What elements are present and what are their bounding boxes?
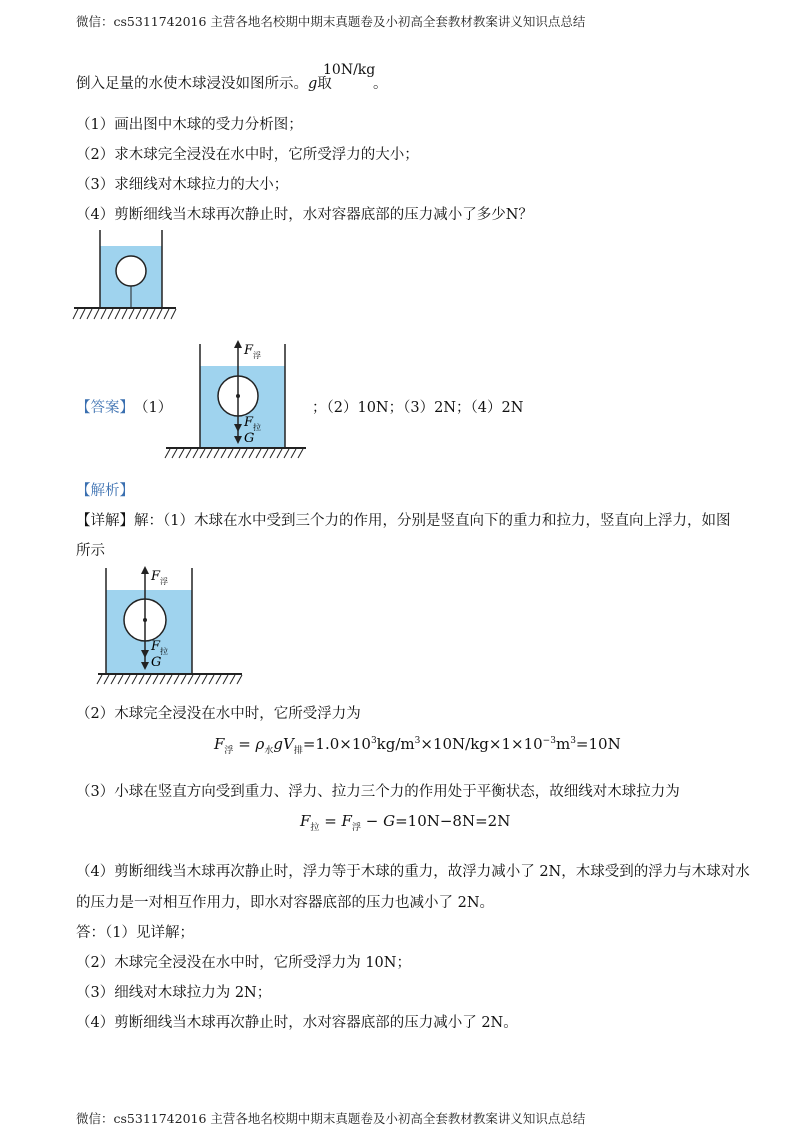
- eq1-rho-sub: 水: [264, 746, 274, 756]
- eq2-F2: F: [341, 812, 352, 830]
- label-f-float-2: F: [151, 569, 161, 584]
- intro-value: 10N/kg: [323, 62, 376, 78]
- detail-tag: 【详解】: [76, 513, 134, 529]
- final-answer-1: 答：（1）见详解；: [76, 925, 194, 941]
- intro-end: 。: [373, 76, 388, 92]
- label-g-2: G: [151, 655, 162, 670]
- question-2: （2）求木球完全浸没在水中时，它所受浮力的大小；: [76, 147, 419, 163]
- eq1-exp3: −3: [542, 736, 556, 746]
- part4-line-2: 的压力是一对相互作用力，即水对容器底部的压力也减小了 2N。: [76, 895, 495, 911]
- wooden-ball: [116, 256, 146, 286]
- intro-g: g: [308, 76, 318, 92]
- label-pull-sub-2: 拉: [160, 647, 168, 656]
- part4-line-1: （4）剪断细线当木球再次静止时，浮力等于木球的重力，故浮力减小了 2N，木球受到的浮力与木球对水: [76, 864, 750, 880]
- eq1-unit2: m: [555, 735, 571, 753]
- eq2-rhs: =10N−8N=2N: [395, 812, 511, 830]
- container-figure: [70, 228, 180, 328]
- eq2-F1: F: [300, 812, 311, 830]
- question-1: （1）画出图中木球的受力分析图；: [76, 117, 303, 133]
- final-answer-4: （4）剪断细线当木球再次静止时，水对容器底部的压力减小了 2N。: [76, 1015, 518, 1031]
- answer-part1: （1）: [134, 400, 173, 416]
- intro-line: [76, 76, 332, 93]
- question-3: （3）求细线对木球拉力的大小；: [76, 177, 289, 193]
- detail-line-1: [76, 513, 730, 530]
- eq1-mid: ×10N/kg×1×10: [420, 735, 543, 753]
- label-g: G: [244, 431, 255, 446]
- label-pull-sub: 拉: [253, 423, 261, 432]
- eq1-exp1: 3: [370, 736, 377, 746]
- eq1-unit1: kg/m: [376, 735, 415, 753]
- page-footer: 微信：cs5311742016 主营各地名校期中期末真题卷及小初高全套教材教案讲义知识点总结: [76, 1111, 586, 1126]
- final-answer-2: （2）木球完全浸没在水中时，它所受浮力为 10N；: [76, 955, 411, 971]
- eq1-F-sub: 浮: [224, 746, 234, 756]
- question-4: （4）剪断细线当木球再次静止时，水对容器底部的压力减小了多少N？: [76, 207, 533, 223]
- label-f-float: F: [244, 343, 254, 358]
- final-answer-3: （3）细线对木球拉力为 2N；: [76, 985, 272, 1001]
- detail-line-2: 所示: [76, 543, 105, 559]
- eq2-sub1: 拉: [310, 823, 320, 833]
- answer-rest: ；（2）10N；（3）2N；（4）2N: [312, 400, 524, 416]
- eq1-F: F: [214, 735, 225, 753]
- label-f-pull: F: [244, 415, 254, 430]
- eq1-V-sub: 排: [293, 746, 303, 756]
- force-diagram-analysis: [96, 564, 246, 690]
- part3-intro: （3）小球在竖直方向受到重力、浮力、拉力三个力的作用处于平衡状态，故细线对木球拉力为: [76, 784, 680, 800]
- eq1-exp2: 3: [414, 736, 421, 746]
- eq2-G: G: [383, 812, 396, 830]
- eq1-rhs: =1.0×10: [302, 735, 371, 753]
- eq2-sub2: 浮: [351, 823, 361, 833]
- label-float-sub-2: 浮: [160, 577, 168, 586]
- eq1-exp4: 3: [570, 736, 576, 746]
- detail-text-1: 解：（1）木球在水中受到三个力的作用，分别是竖直向下的重力和拉力，竖直向上浮力，如图: [134, 513, 731, 529]
- eq1-rho: ρ: [255, 735, 265, 753]
- label-float-sub: 浮: [253, 351, 261, 360]
- equation-buoyancy: $F_浮 = \rho_水gV_排=1.0\times 10^3kg/m^3\times 10N/kg\times 1\times 10^{-3}m^3=10N$: [214, 735, 621, 756]
- eq1-result: =10N: [575, 735, 621, 753]
- intro-text: 倒入足量的水使木球浸没如图所示。: [76, 76, 308, 92]
- answer-tag: 【答案】: [76, 400, 134, 416]
- analysis-tag: 【解析】: [76, 483, 134, 499]
- force-diagram-answer: [160, 334, 310, 464]
- page-header: 微信：cs5311742016 主营各地名校期中期末真题卷及小初高全套教材教案讲义知识点总结: [76, 14, 586, 29]
- part2-intro: （2）木球完全浸没在水中时，它所受浮力为: [76, 706, 361, 722]
- label-f-pull-2: F: [151, 639, 161, 654]
- equation-tension: $F_拉 = F_浮 - G=10N-8N=2N$: [300, 812, 511, 833]
- intro-take: 取: [317, 76, 332, 92]
- eq1-gV: gV: [273, 735, 294, 753]
